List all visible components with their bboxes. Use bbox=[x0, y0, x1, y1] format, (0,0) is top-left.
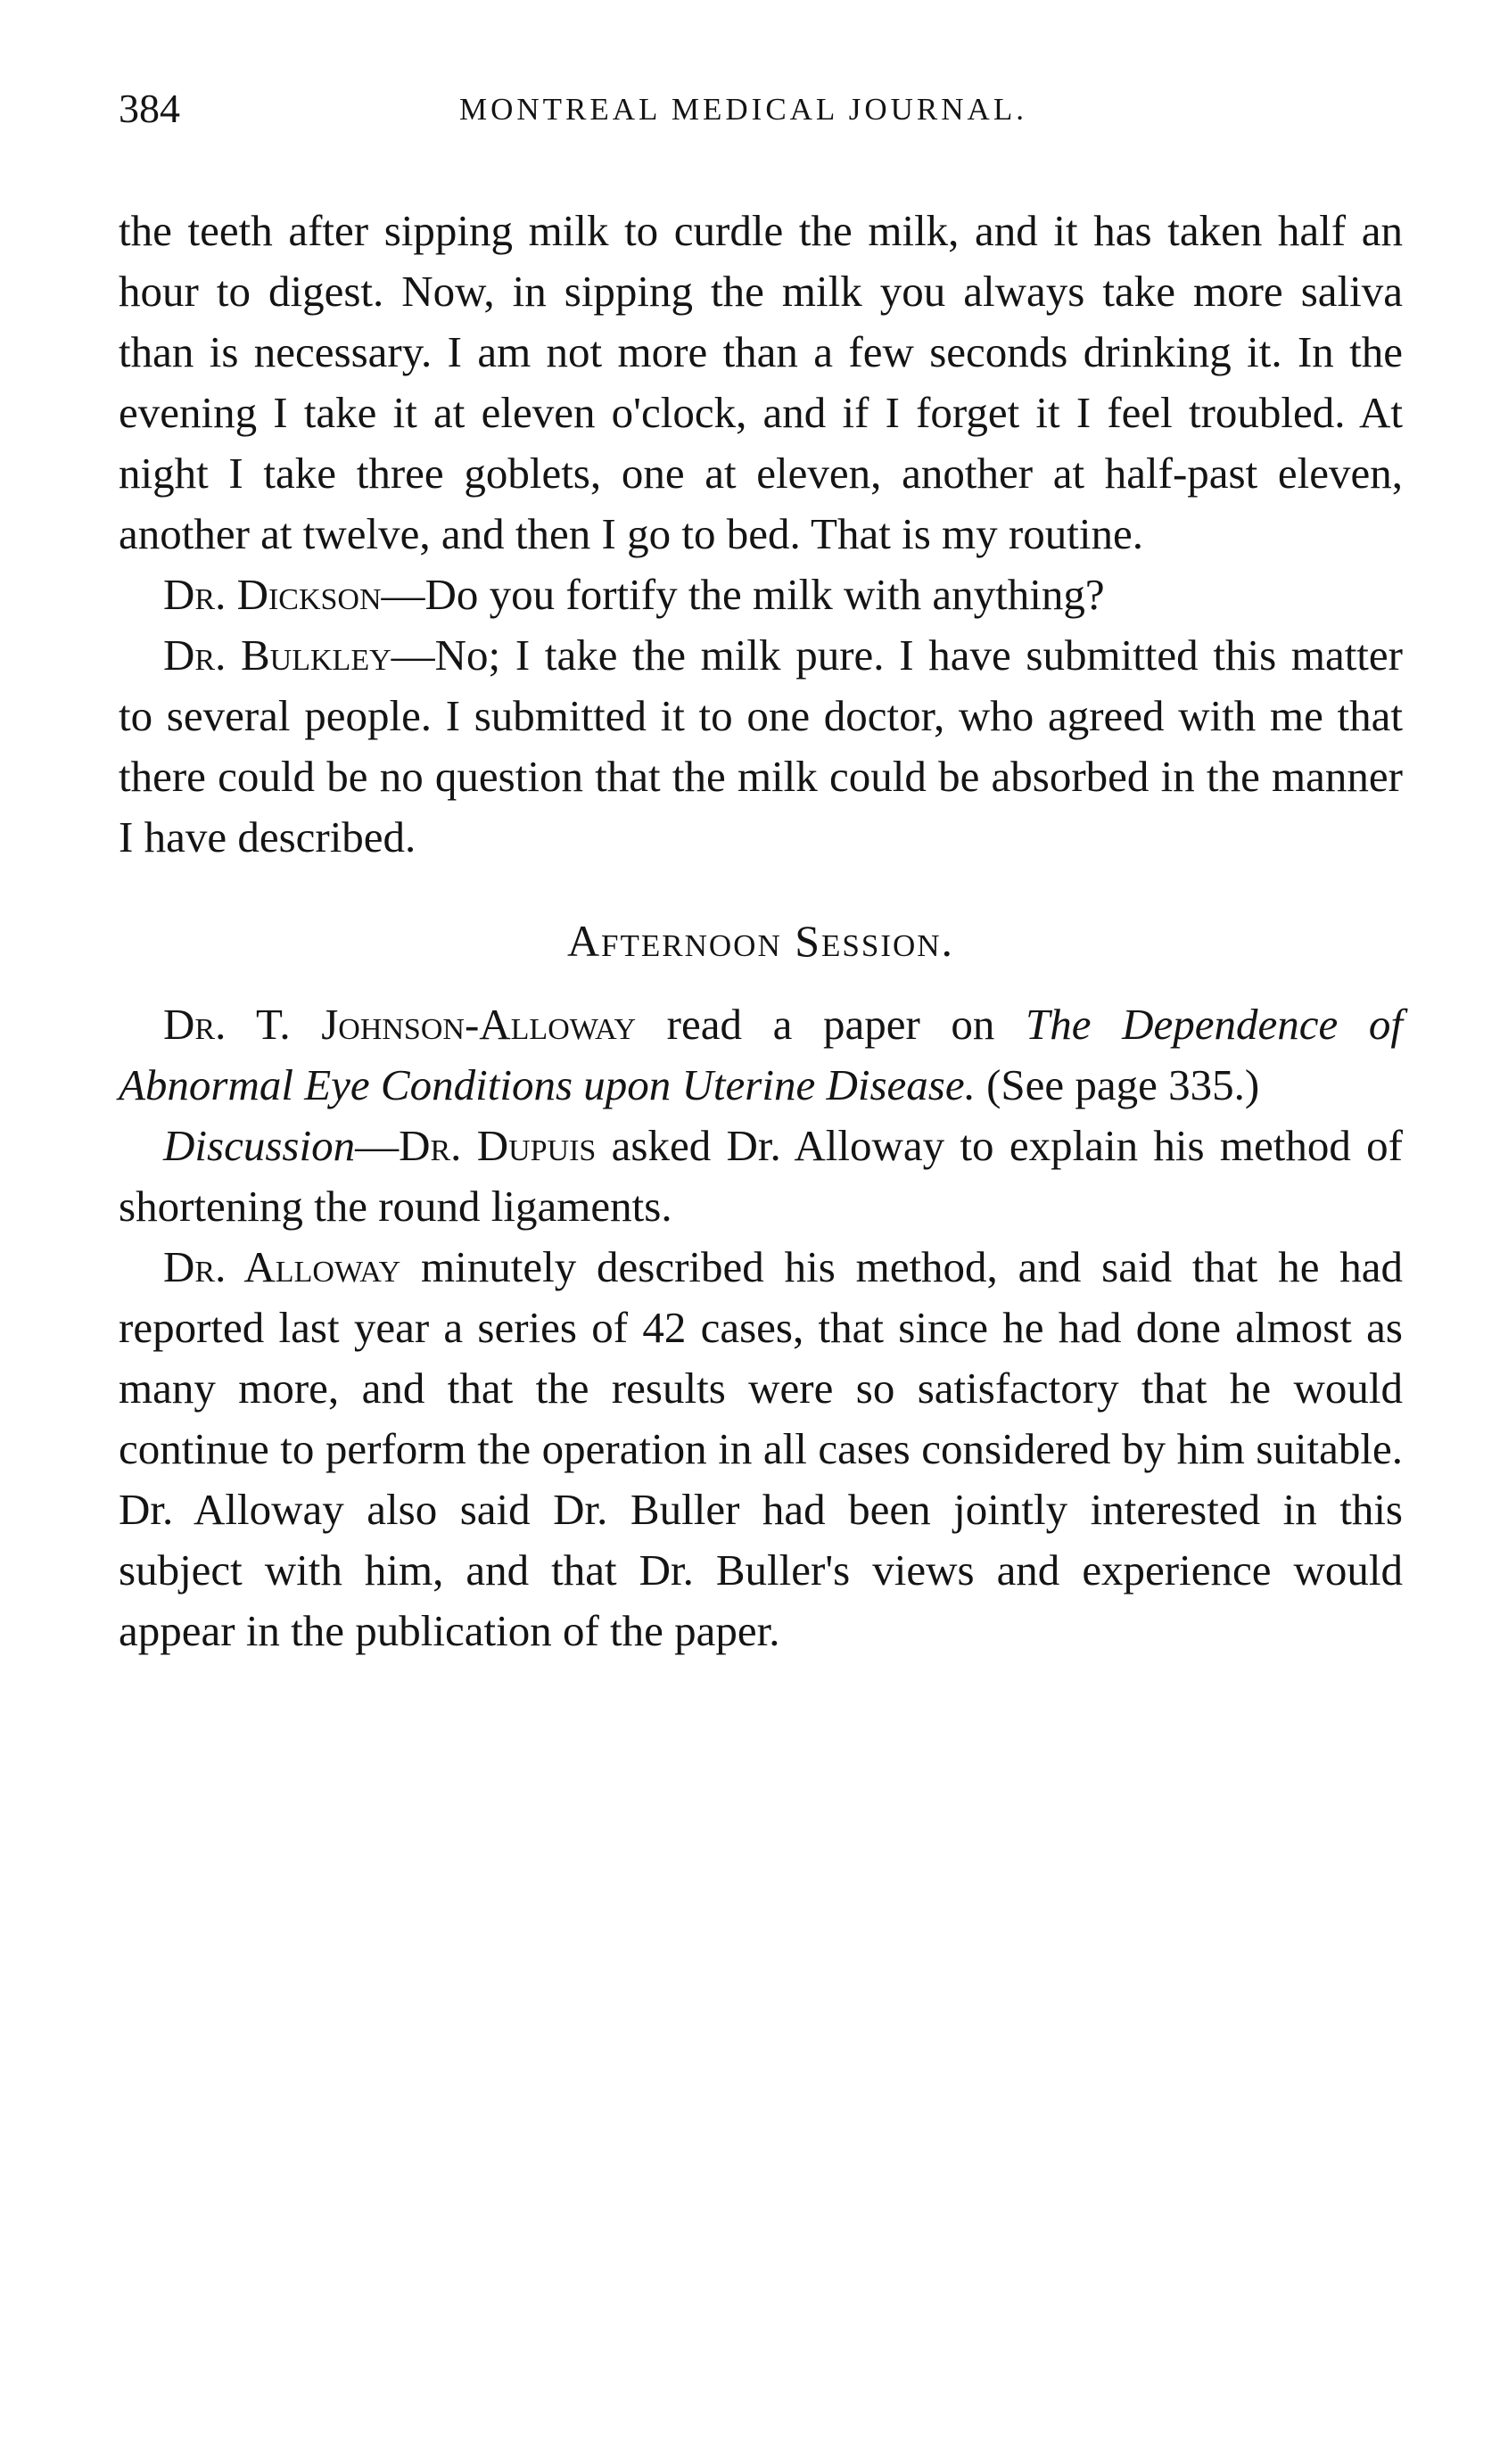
article-body bbox=[119, 201, 1403, 1661]
paragraph-text: (See page 335.) bbox=[975, 1060, 1260, 1109]
speaker-name: Dr. Bulkley bbox=[163, 630, 391, 680]
section-heading: Afternoon Session. bbox=[566, 916, 955, 966]
journal-title: MONTREAL MEDICAL JOURNAL. bbox=[459, 92, 1027, 127]
paragraph-text: the teeth after sipping milk to curdle the milk, and it has taken half an hour to digest. Now, in sipping the milk you always take more saliva than is necessary. I am not more than a few seconds drinking it. In the evening I take it at eleven o'clock, and if I forget it I feel troubled. At night I take three goblets, one at eleven, another at half-past eleven, another at twelve, and then I go to bed. That is my routine. bbox=[119, 206, 1403, 558]
discussion-label: Discussion bbox=[163, 1121, 356, 1170]
paragraph-text: —No; I take the milk pure. I have submitted this matter to several people. I submitted it to one doctor, who agreed with me that there could be no question that the milk could be absorbed in the manner I have described. bbox=[119, 630, 1403, 861]
paragraph-text: read a paper on bbox=[636, 1000, 1026, 1049]
paragraph-bulkley-reply bbox=[119, 625, 1403, 868]
speaker-name: Dr. Alloway bbox=[163, 1242, 401, 1291]
paragraph-paper-announcement bbox=[119, 994, 1403, 1116]
speaker-name: Dr. Dickson bbox=[163, 570, 382, 619]
paper-title: The Dependence of Abnormal Eye Conditions upon Uterine Disease. bbox=[119, 1000, 1403, 1109]
paragraph-discussion bbox=[119, 1116, 1403, 1237]
page-number: 384 bbox=[119, 86, 180, 131]
speaker-name: Dr. Dupuis bbox=[399, 1121, 597, 1170]
running-head bbox=[119, 85, 1403, 147]
paragraph-continued bbox=[119, 201, 1403, 564]
dash: — bbox=[355, 1121, 400, 1170]
paragraph-alloway-reply bbox=[119, 1237, 1403, 1661]
journal-page bbox=[119, 85, 1403, 1661]
paragraph-text: asked Dr. Alloway to explain his method of shortening the round ligaments. bbox=[119, 1121, 1403, 1231]
paragraph-dickson-question bbox=[119, 564, 1403, 625]
paragraph-text: minutely described his method, and said that he had reported last year a series of 42 cases, that since he had done almost as many more, and that the results were so satisfactory that he would continue to perform the operation in all cases considered by him suitable. Dr. Alloway also said Dr. Buller had been jointly interested in this subject with him, and that Dr. Buller's views and experience would appear in the publication of the paper. bbox=[119, 1242, 1403, 1655]
speaker-name: Dr. T. Johnson-Alloway bbox=[163, 1000, 637, 1049]
paragraph-text: —Do you fortify the milk with anything? bbox=[381, 570, 1105, 619]
